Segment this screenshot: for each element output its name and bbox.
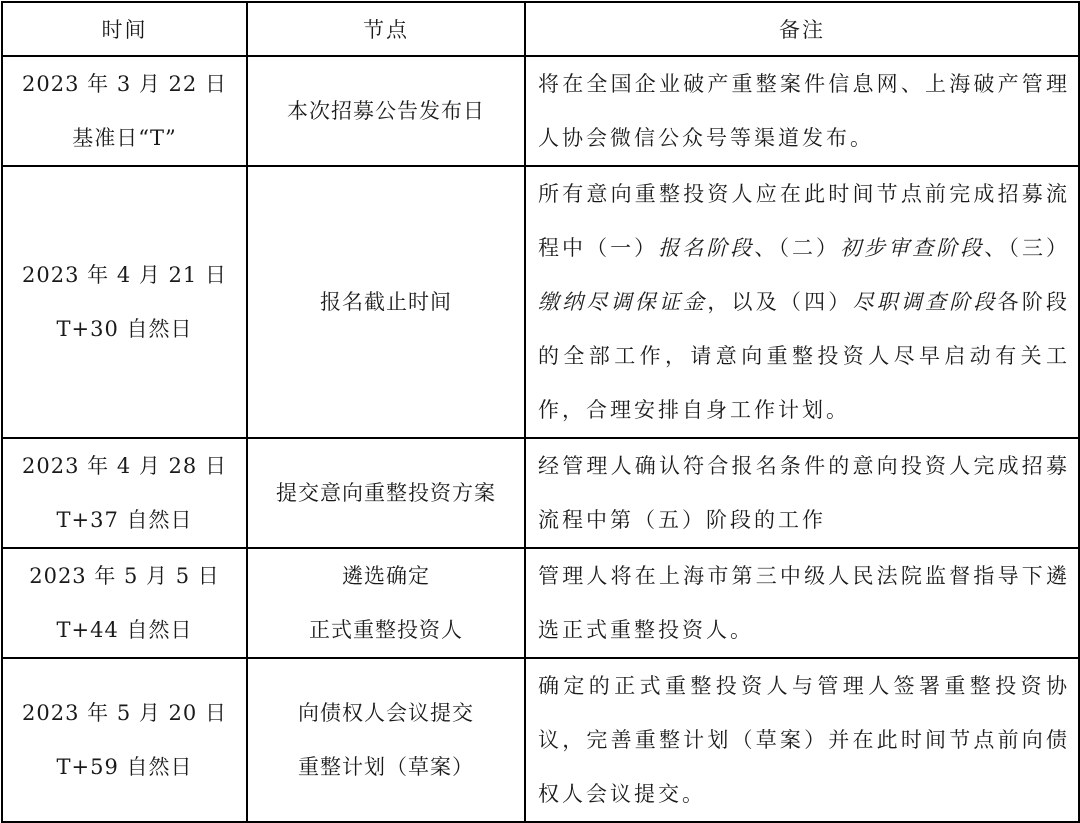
node-text: 正式重整投资人 [309,618,463,642]
node-text: 重整计划（草案） [298,755,474,779]
offset-text: T+59 自然日 [56,755,193,779]
node-cell [247,548,525,658]
note-text: 确定的正式重整投资人与管理人签署重整投资协议，完善重整计划（草案）并在此时间节点前向债权人会议提交。 [538,674,1070,806]
node-text: 本次招募公告发布日 [287,99,485,123]
header-note: 备注 [525,2,1079,56]
time-cell [2,166,247,438]
date-text: 2023 年 4 月 21 日 [22,263,227,287]
note-text: 、（三） [984,236,1071,260]
note-text: ，以及（四） [707,290,853,314]
offset-text: T+30 自然日 [56,317,193,341]
node-text: 报名截止时间 [320,290,452,314]
note-cell [525,56,1079,166]
node-cell [247,166,525,438]
offset-text: T+37 自然日 [56,508,193,532]
table-row [2,166,1079,438]
date-text: 2023 年 4 月 28 日 [22,454,227,478]
time-cell [2,548,247,658]
table-row [2,438,1079,548]
node-cell [247,438,525,548]
date-text: 2023 年 5 月 5 日 [29,564,220,588]
table-row [2,56,1079,166]
date-text: 2023 年 5 月 20 日 [22,701,227,725]
note-text: 各阶段的全部工作，请意向重整投资人尽早启动有关工作，合理安排自身工作计划。 [538,290,1071,422]
note-text: 经管理人确认符合报名条件的意向投资人完成招募流程中第（五）阶段的工作 [538,454,1070,532]
note-cell [525,166,1079,438]
table-row [2,658,1079,822]
note-italic-text: 尽职调查阶段 [852,290,998,314]
note-cell [525,548,1079,658]
note-cell [525,438,1079,548]
node-text: 遴选确定 [342,564,430,588]
offset-text: 基准日“T” [72,126,177,150]
note-text: 管理人将在上海市第三中级人民法院监督指导下遴选正式重整投资人。 [538,564,1070,642]
note-text: 将在全国企业破产重整案件信息网、上海破产管理人协会微信公众号等渠道发布。 [538,72,1070,150]
note-italic-text: 缴纳尽调保证金 [538,290,708,314]
offset-text: T+44 自然日 [56,618,193,642]
header-row [2,2,1079,56]
node-cell [247,658,525,822]
node-text: 提交意向重整投资方案 [276,481,496,505]
time-cell [2,658,247,822]
date-text: 2023 年 3 月 22 日 [22,72,227,96]
note-italic-text: 报名阶段 [658,236,755,260]
header-node: 节点 [247,2,525,56]
node-text: 向债权人会议提交 [298,701,474,725]
note-text: 所有意向重整投资人应在此时间节点前完成招募流程中（一） [538,182,1070,260]
note-cell [525,658,1079,822]
schedule-table [1,1,1080,823]
header-time: 时间 [2,2,247,56]
time-cell [2,438,247,548]
note-italic-text: 初步审查阶段 [840,236,985,260]
table-row [2,548,1079,658]
time-cell [2,56,247,166]
node-cell [247,56,525,166]
note-text: 、（二） [754,236,841,260]
